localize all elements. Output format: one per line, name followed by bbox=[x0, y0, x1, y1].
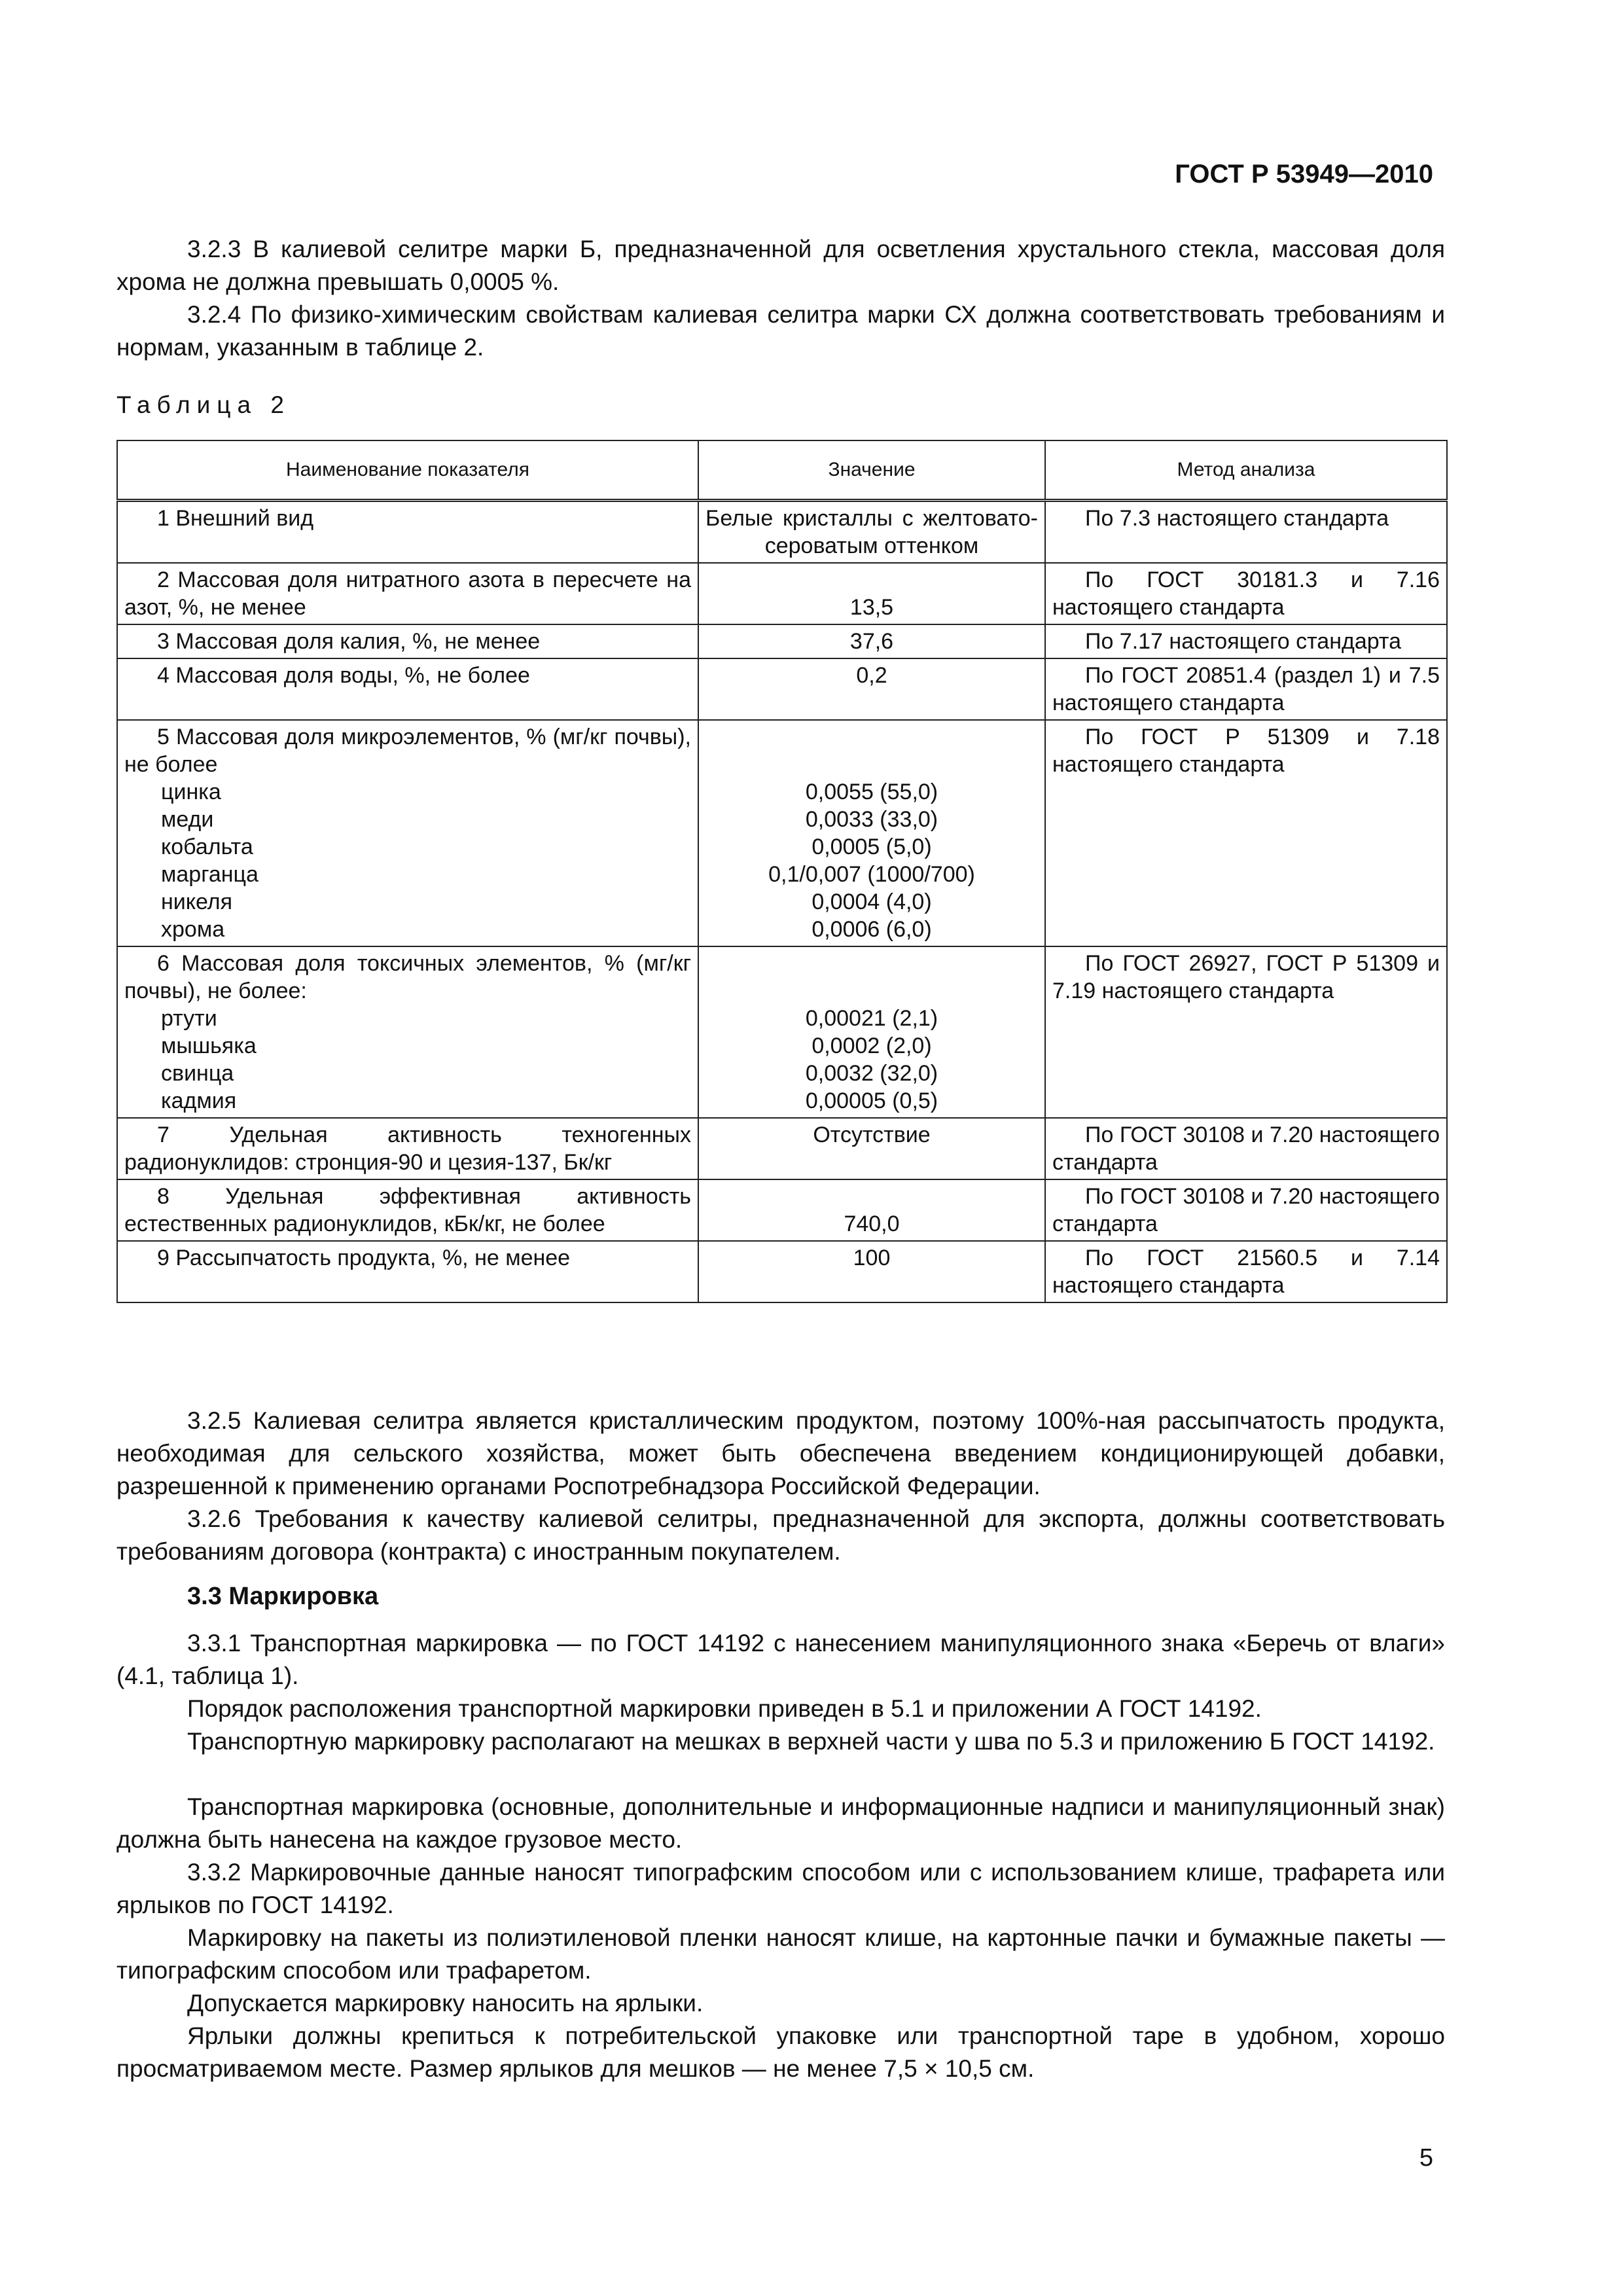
paragraph-3-2-6: 3.2.6 Требования к качеству калиевой селитры, предназначенной для экспорта, должны соответствовать требованиям договора (контракта) с иностранным покупателем. bbox=[116, 1505, 1445, 1565]
column-header-value: Значение bbox=[698, 440, 1045, 501]
row-value: Отсутствие bbox=[698, 1118, 1045, 1179]
table-caption: Таблица 2 bbox=[116, 391, 291, 418]
paragraph-3-2-3: 3.2.3 В калиевой селитре марки Б, предназначенной для осветления хрустального стекла, массовая доля хрома не должна превышать 0,0005 %. bbox=[116, 236, 1445, 295]
table-row bbox=[117, 501, 1447, 564]
paragraph-marking-placement: Транспортную маркировку располагают на мешках в верхней части у шва по 5.3 и приложению Б ГОСТ 14192. bbox=[187, 1728, 1435, 1755]
sub-value: 0,0033 (33,0) bbox=[805, 807, 938, 832]
sub-value: 0,0005 (5,0) bbox=[812, 834, 932, 859]
table-row bbox=[117, 1118, 1447, 1179]
row-method: По ГОСТ 20851.4 (раздел 1) и 7.5 настоящего стандарта bbox=[1045, 658, 1447, 720]
page-number: 5 bbox=[1419, 2144, 1433, 2172]
sub-value: 0,0004 (4,0) bbox=[812, 889, 932, 914]
row-value: 13,5 bbox=[698, 563, 1045, 624]
table-2 bbox=[116, 440, 1448, 1303]
section-title: 3.3 Маркировка bbox=[187, 1583, 379, 1610]
sub-item: меди bbox=[161, 807, 214, 832]
row-name: 8 Удельная эффективная активность естественных радионуклидов, кБк/кг, не более bbox=[117, 1179, 698, 1241]
table-row bbox=[117, 720, 1447, 946]
paragraph-3-2-4: 3.2.4 По физико-химическим свойствам калиевая селитра марки СХ должна соответствовать требованиям и нормам, указанным в таблице 2. bbox=[116, 301, 1445, 361]
document-header: ГОСТ Р 53949—2010 bbox=[1175, 160, 1433, 188]
paragraph-3-3-2: 3.3.2 Маркировочные данные наносят типографским способом или с использованием клише, трафарета или ярлыков по ГОСТ 14192. bbox=[116, 1859, 1445, 1918]
sub-item: свинца bbox=[161, 1061, 234, 1086]
sub-value: 0,0055 (55,0) bbox=[805, 780, 938, 804]
sub-item: цинка bbox=[161, 780, 221, 804]
table-row bbox=[117, 1241, 1447, 1302]
row-method: По ГОСТ 26927, ГОСТ Р 51309 и 7.19 настоящего стандарта bbox=[1045, 946, 1447, 1118]
paragraph-marking-packages: Маркировку на пакеты из полиэтиленовой пленки наносят клише, на картонные пачки и бумажные пакеты — типографским способом или трафаретом. bbox=[116, 1924, 1445, 1984]
sub-item: кобальта bbox=[161, 834, 253, 859]
sub-value: 0,1/0,007 (1000/700) bbox=[768, 862, 975, 887]
row-name: 9 Рассыпчатость продукта, %, не менее bbox=[117, 1241, 698, 1302]
paragraph-3-2-5: 3.2.5 Калиевая селитра является кристаллическим продуктом, поэтому 100%-ная рассыпчатость продукта, необходимая для сельского хозяйства, может быть обеспечена введением кондиционирующей добавки, разрешенной к применению органами Роспотребнадзора Российской Федерации. bbox=[116, 1407, 1445, 1499]
paragraph-labels-size: Ярлыки должны крепиться к потребительской упаковке или транспортной таре в удобном, хорошо просматриваемом месте. Размер ярлыков для мешков — не менее 7,5 × 10,5 см. bbox=[116, 2022, 1445, 2082]
row-name-group bbox=[117, 720, 698, 946]
table-row bbox=[117, 624, 1447, 658]
row-name: 1 Внешний вид bbox=[117, 501, 698, 564]
row-value-group bbox=[698, 946, 1045, 1118]
row-name: 4 Массовая доля воды, %, не более bbox=[117, 658, 698, 720]
row-value: 0,2 bbox=[698, 658, 1045, 720]
row-method: По 7.3 настоящего стандарта bbox=[1045, 501, 1447, 564]
row-value-group bbox=[698, 720, 1045, 946]
row-name: 6 Массовая доля токсичных элементов, % (мг/кг почвы), не более: bbox=[124, 951, 691, 1003]
column-header-method: Метод анализа bbox=[1045, 440, 1447, 501]
table-row bbox=[117, 946, 1447, 1118]
row-name: 5 Массовая доля микроэлементов, % (мг/кг почвы), не более bbox=[124, 725, 691, 777]
table-header-row bbox=[117, 440, 1447, 501]
sub-value: 0,0002 (2,0) bbox=[812, 1033, 932, 1058]
sub-item: мышьяка bbox=[161, 1033, 257, 1058]
table-row bbox=[117, 1179, 1447, 1241]
table-row bbox=[117, 658, 1447, 720]
sub-item: марганца bbox=[161, 862, 259, 887]
paragraph-3-3-1: 3.3.1 Транспортная маркировка — по ГОСТ 14192 с нанесением манипуляционного знака «Беречь от влаги» (4.1, таблица 1). bbox=[116, 1630, 1445, 1689]
paragraph-marking-content: Транспортная маркировка (основные, дополнительные и информационные надписи и манипуляционный знак) должна быть нанесена на каждое грузовое место. bbox=[116, 1793, 1445, 1853]
row-method: По ГОСТ 30181.3 и 7.16 настоящего стандарта bbox=[1045, 563, 1447, 624]
sub-value: 0,00021 (2,1) bbox=[805, 1006, 938, 1031]
paragraph-marking-order: Порядок расположения транспортной маркировки приведен в 5.1 и приложении А ГОСТ 14192. bbox=[187, 1695, 1262, 1722]
sub-item: кадмия bbox=[161, 1088, 237, 1113]
row-name: 3 Массовая доля калия, %, не менее bbox=[117, 624, 698, 658]
sub-value: 0,00005 (0,5) bbox=[805, 1088, 938, 1113]
row-value: 100 bbox=[698, 1241, 1045, 1302]
sub-item: никеля bbox=[161, 889, 233, 914]
table-row bbox=[117, 563, 1447, 624]
row-value: 37,6 bbox=[698, 624, 1045, 658]
row-method: По 7.17 настоящего стандарта bbox=[1045, 624, 1447, 658]
row-value: 740,0 bbox=[698, 1179, 1045, 1241]
row-name-group bbox=[117, 946, 698, 1118]
row-method: По ГОСТ 30108 и 7.20 настоящего стандарта bbox=[1045, 1179, 1447, 1241]
row-method: По ГОСТ 30108 и 7.20 настоящего стандарта bbox=[1045, 1118, 1447, 1179]
row-name: 7 Удельная активность техногенных радионуклидов: стронция-90 и цезия-137, Бк/кг bbox=[117, 1118, 698, 1179]
sub-value: 0,0032 (32,0) bbox=[805, 1061, 938, 1086]
paragraph-marking-labels: Допускается маркировку наносить на ярлыки. bbox=[187, 1990, 704, 2017]
row-method: По ГОСТ Р 51309 и 7.18 настоящего стандарта bbox=[1045, 720, 1447, 946]
sub-item: ртути bbox=[161, 1006, 217, 1031]
sub-item: хрома bbox=[161, 917, 225, 942]
row-method: По ГОСТ 21560.5 и 7.14 настоящего стандарта bbox=[1045, 1241, 1447, 1302]
row-name: 2 Массовая доля нитратного азота в пересчете на азот, %, не менее bbox=[117, 563, 698, 624]
row-value: Белые кристаллы с желтовато-сероватым оттенком bbox=[698, 501, 1045, 564]
sub-value: 0,0006 (6,0) bbox=[812, 917, 932, 942]
column-header-name: Наименование показателя bbox=[117, 440, 698, 501]
